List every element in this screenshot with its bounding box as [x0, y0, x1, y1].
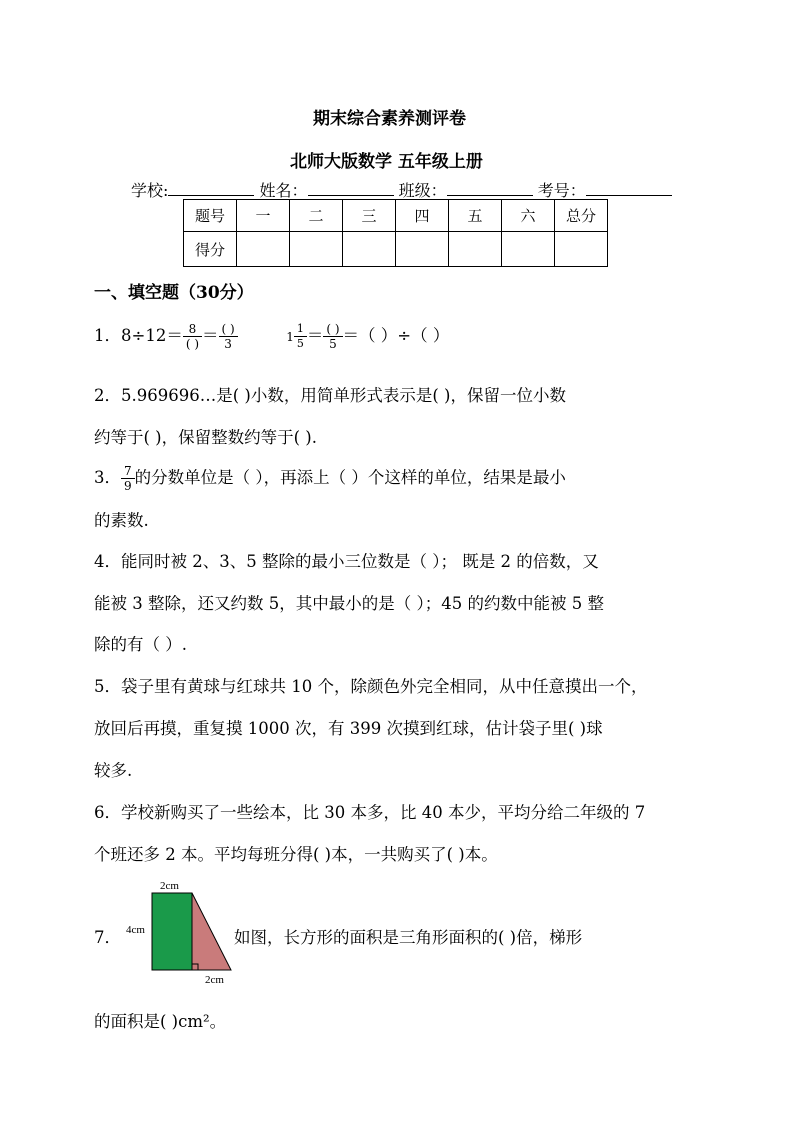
score-cell[interactable]: [237, 232, 290, 267]
question-4-line-1: 4．能同时被 2、3、5 整除的最小三位数是（ ）； 既是 2 的倍数，又: [94, 552, 599, 571]
score-header-cell: 三: [343, 200, 396, 232]
fraction-numerator: 1: [294, 322, 307, 337]
info-row: [131, 178, 672, 201]
q1-tail: ＝（ ）÷（ ）: [342, 326, 450, 345]
fraction-denominator: 3: [224, 337, 232, 351]
name-field[interactable]: [308, 183, 394, 196]
fraction: [219, 322, 238, 351]
score-header-cell: 二: [290, 200, 343, 232]
question-4-line-3: 除的有（ ）.: [94, 635, 187, 654]
score-header-cell: 四: [396, 200, 449, 232]
score-cell[interactable]: [502, 232, 555, 267]
question-7-line-2: 的面积是( )cm²。: [94, 1012, 227, 1031]
question-2-line-1: 2．5.969696…是( )小数，用简单形式表示是( )，保留一位小数: [94, 386, 566, 405]
school-field[interactable]: [168, 183, 254, 196]
class-field[interactable]: [447, 183, 533, 196]
score-header-cell: 题号: [184, 200, 237, 232]
left-length-label: 4cm: [126, 924, 145, 936]
score-cell[interactable]: [555, 232, 608, 267]
fraction: [183, 322, 202, 351]
question-7-number: 7．: [94, 928, 121, 947]
question-1: [94, 322, 449, 351]
exam-no-label: 考号：: [537, 181, 586, 200]
question-3-line-1: [94, 464, 566, 493]
fraction: [294, 322, 307, 351]
score-table-score-row: [184, 232, 608, 267]
name-label: 姓名：: [259, 181, 308, 200]
score-header-cell: 一: [237, 200, 290, 232]
q1-equals: ＝: [202, 326, 219, 345]
triangle-shape: [192, 893, 231, 970]
mixed-number-whole: 1: [286, 330, 294, 344]
fraction-numerator: 8: [183, 322, 202, 337]
question-4-line-2: 能被 3 整除，还又约数 5，其中最小的是（ ）；45 的约数中能被 5 整: [94, 594, 604, 613]
score-cell[interactable]: [396, 232, 449, 267]
q3-prefix: 3．: [94, 468, 121, 487]
rectangle-shape: [152, 893, 192, 970]
question-5-line-1: 5．袋子里有黄球与红球共 10 个，除颜色外完全相同，从中任意摸出一个，: [94, 677, 648, 696]
page-subtitle: 北师大版数学 五年级上册: [290, 152, 483, 172]
bottom-length-label: 2cm: [205, 974, 224, 986]
top-length-label: 2cm: [160, 880, 179, 892]
score-cell[interactable]: [449, 232, 502, 267]
score-header-cell: 六: [502, 200, 555, 232]
score-cell[interactable]: [343, 232, 396, 267]
exam-no-field[interactable]: [586, 183, 672, 196]
question-5-line-2: 放回后再摸，重复摸 1000 次，有 399 次摸到红球，估计袋子里( )球: [94, 719, 603, 738]
page-title: 期末综合素养测评卷: [313, 109, 466, 129]
fraction-denominator: 5: [329, 337, 337, 351]
score-row-label: 得分: [184, 232, 237, 267]
rectangle-triangle-figure: [120, 875, 240, 990]
fraction-numerator: 7: [121, 464, 135, 479]
question-3-line-2: 的素数.: [94, 511, 149, 530]
fraction: [323, 322, 342, 351]
fraction-denominator: 5: [296, 337, 304, 350]
question-6-line-1: 6．学校新购买了一些绘本，比 30 本多，比 40 本少，平均分给二年级的 7: [94, 803, 646, 822]
score-header-cell: 总分: [555, 200, 608, 232]
q1-equals: ＝: [306, 326, 324, 345]
question-7-text: 如图，长方形的面积是三角形面积的( )倍，梯形: [234, 928, 583, 947]
question-5-line-3: 较多.: [94, 761, 133, 780]
question-6-line-2: 个班还多 2 本。平均每班分得( )本，一共购买了( )本。: [94, 845, 498, 864]
fraction-numerator: ( ): [323, 322, 342, 337]
fraction-denominator: ( ): [185, 337, 200, 351]
q3-text: 的分数单位是（ ），再添上（ ）个这样的单位，结果是最小: [134, 468, 566, 487]
school-label: 学校:: [131, 181, 169, 200]
q1-prefix: 1．8÷12＝: [94, 326, 183, 345]
fraction-numerator: ( ): [219, 322, 238, 337]
score-cell[interactable]: [290, 232, 343, 267]
fraction: [121, 464, 135, 493]
fraction-denominator: 9: [124, 479, 132, 493]
score-header-cell: 五: [449, 200, 502, 232]
score-table: [183, 199, 608, 267]
class-label: 班级：: [398, 181, 447, 200]
section-heading: 一、填空题（30分）: [94, 283, 254, 303]
question-2-line-2: 约等于( )，保留整数约等于( ).: [94, 428, 317, 447]
score-table-header-row: [184, 200, 608, 232]
